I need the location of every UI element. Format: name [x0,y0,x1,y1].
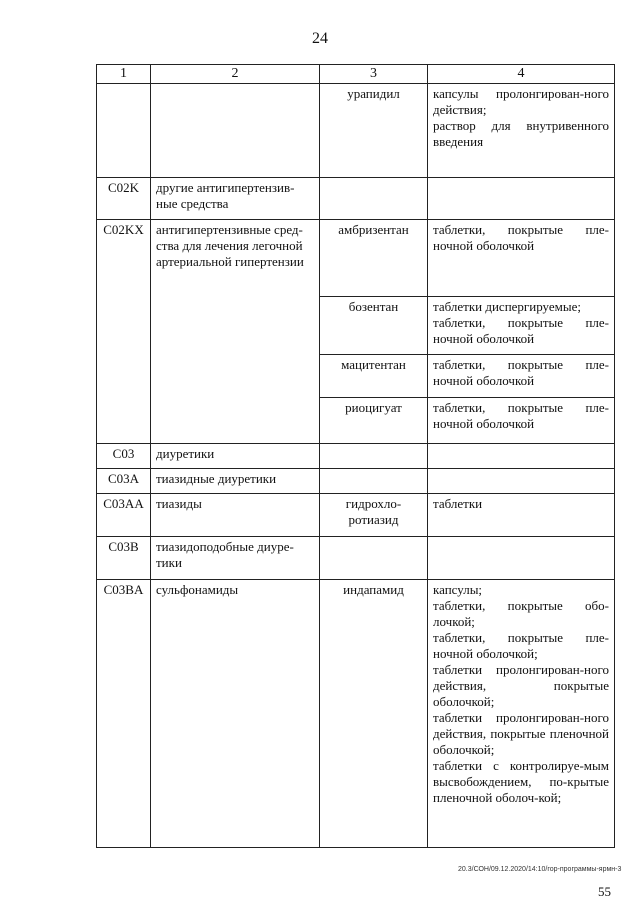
dosage-form: капсулы пролонгирован-ного действия; [433,86,609,117]
dosage-form: капсулы; [433,582,483,597]
dosage-forms [428,84,615,178]
dosage-form: раствор для внутривенного введения [433,118,609,149]
atc-code: C03A [97,469,151,494]
group-name: тиазиды [151,494,320,537]
dosage-forms [428,220,615,297]
dosage-form: таблетки, покрытые пле-ночной оболочкой [433,400,609,431]
group-name: сульфонамиды [151,580,320,848]
group-name: диуретики [151,444,320,469]
dosage-forms [428,178,615,220]
group-name [151,84,320,178]
dosage-form: таблетки, покрытые пле-ночной оболочкой; [433,630,609,661]
dosage-forms [428,580,615,848]
drug-inn: мацитентан [320,355,428,398]
column-header: 3 [320,65,428,84]
dosage-form: таблетки [433,496,483,511]
table-row [97,580,615,848]
group-name: тиазидные диуретики [151,469,320,494]
dosage-form: таблетки с контролируе-мым высвобождением, по-крытые пленочной оболоч-кой; [433,758,609,805]
dosage-forms [428,444,615,469]
table-row [97,178,615,220]
dosage-form: таблетки, покрытые пле-ночной оболочкой [433,222,609,253]
dosage-form: таблетки, покрытые пле-ночной оболочкой [433,315,609,346]
group-name: антигипертензивные сред-ства для лечения легочной артериальной гипертензии [151,220,320,444]
table-row [97,494,615,537]
dosage-form: таблетки пролонгирован-ного действия, покрытые оболочкой; [433,662,609,709]
page-number: 24 [312,30,328,47]
group-name: тиазидоподобные диуре-тики [151,537,320,580]
dosage-forms [428,355,615,398]
dosage-forms [428,469,615,494]
table-row [97,469,615,494]
dosage-forms [428,494,615,537]
column-header: 2 [151,65,320,84]
column-header: 1 [97,65,151,84]
table-row [97,537,615,580]
drug-inn: гидрохло-ротиазид [320,494,428,537]
document-reference: 20.3/СОН/09.12.2020/14:10/гор-программы-ярмн-3 [458,866,622,873]
drug-inn [320,178,428,220]
column-header: 4 [428,65,615,84]
table-row [97,84,615,178]
drug-table [96,64,615,848]
dosage-forms [428,297,615,355]
dosage-forms [428,537,615,580]
atc-code: C03AA [97,494,151,537]
drug-inn [320,444,428,469]
atc-code: C03BA [97,580,151,848]
dosage-form: таблетки пролонгирован-ного действия, покрытые пленочной оболочкой; [433,710,609,757]
table-row [97,220,615,297]
group-name: другие антигипертензив-ные средства [151,178,320,220]
atc-code: C02KX [97,220,151,444]
dosage-form: таблетки, покрытые пле-ночной оболочкой [433,357,609,388]
atc-code [97,84,151,178]
dosage-forms [428,398,615,444]
drug-inn: риоцигуат [320,398,428,444]
drug-inn: амбризентан [320,220,428,297]
footer-page-number: 55 [598,884,611,899]
table-row [97,444,615,469]
drug-inn: бозентан [320,297,428,355]
header-row [97,65,615,84]
atc-code: C02K [97,178,151,220]
atc-code: C03 [97,444,151,469]
drug-inn: индапамид [320,580,428,848]
dosage-form: таблетки диспергируемые; [433,299,581,314]
atc-code: C03B [97,537,151,580]
drug-inn [320,469,428,494]
drug-inn [320,537,428,580]
drug-inn: урапидил [320,84,428,178]
dosage-form: таблетки, покрытые обо-лочкой; [433,598,609,629]
